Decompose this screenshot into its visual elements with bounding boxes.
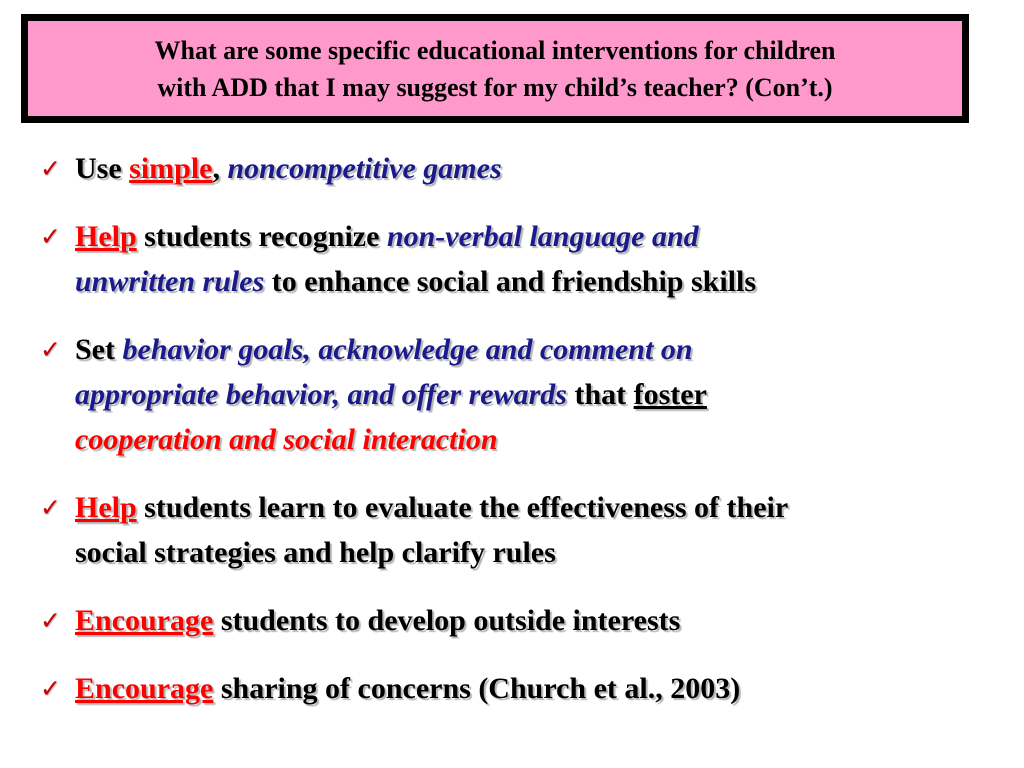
bullet-spacer — [40, 462, 1010, 485]
emphasis-cooperation: cooperation and social interaction — [75, 423, 498, 456]
check-mark-icon: ✓ — [40, 606, 61, 635]
emphasis-unwritten-rules: unwritten rules — [75, 265, 265, 298]
title-line-2: with ADD that I may suggest for my child’s teacher? (Con’t.) — [157, 72, 833, 102]
bullet-spacer — [40, 643, 1010, 666]
bullet-text: Use — [75, 152, 130, 185]
bullet-text: students recognize — [136, 220, 387, 253]
check-mark-icon: ✓ — [40, 222, 61, 251]
bullet-item — [40, 327, 1010, 462]
bullet-spacer — [40, 304, 1010, 327]
title-box — [21, 14, 969, 123]
bullet-item — [40, 666, 1010, 711]
bullet-item — [40, 214, 1010, 304]
bullet-item — [40, 485, 1010, 575]
bullet-spacer — [40, 575, 1010, 598]
bullet-text: to enhance social and friendship skills — [264, 265, 757, 298]
check-mark-icon: ✓ — [40, 493, 61, 522]
emphasis-non-verbal-language: non-verbal language and — [386, 220, 699, 253]
emphasis-help: Help — [75, 491, 137, 524]
bullet-item — [40, 146, 1010, 191]
emphasis-behavior-goals: behavior goals, acknowledge and comment on — [122, 333, 693, 366]
bullet-item — [40, 598, 1010, 643]
bullet-text: social strategies and help clarify rules — [75, 536, 556, 569]
bullet-text: students to develop outside interests — [213, 604, 681, 637]
emphasis-simple: simple — [129, 152, 213, 185]
check-mark-icon: ✓ — [40, 335, 61, 364]
bullet-text: students learn to evaluate the effectiveness of their — [136, 491, 789, 524]
emphasis-appropriate-behavior: appropriate behavior, and offer rewards — [75, 378, 567, 411]
bullet-text: , — [212, 152, 220, 185]
title-line-1: What are some specific educational interventions for children — [154, 35, 836, 65]
emphasis-encourage: Encourage — [75, 604, 214, 637]
emphasis-encourage: Encourage — [75, 672, 214, 705]
check-mark-icon: ✓ — [40, 154, 61, 183]
bullet-text: that — [566, 378, 634, 411]
bullet-spacer — [40, 191, 1010, 214]
bullet-list — [40, 146, 1010, 711]
bullet-text — [220, 152, 228, 185]
check-mark-icon: ✓ — [40, 674, 61, 703]
emphasis-help: Help — [75, 220, 137, 253]
bullet-text: Set — [75, 333, 123, 366]
bullet-text: sharing of concerns (Church et al., 2003) — [213, 672, 741, 705]
slide-title — [142, 32, 847, 106]
emphasis-foster: foster — [633, 378, 707, 411]
emphasis-noncompetitive-games: noncompetitive games — [227, 152, 502, 185]
